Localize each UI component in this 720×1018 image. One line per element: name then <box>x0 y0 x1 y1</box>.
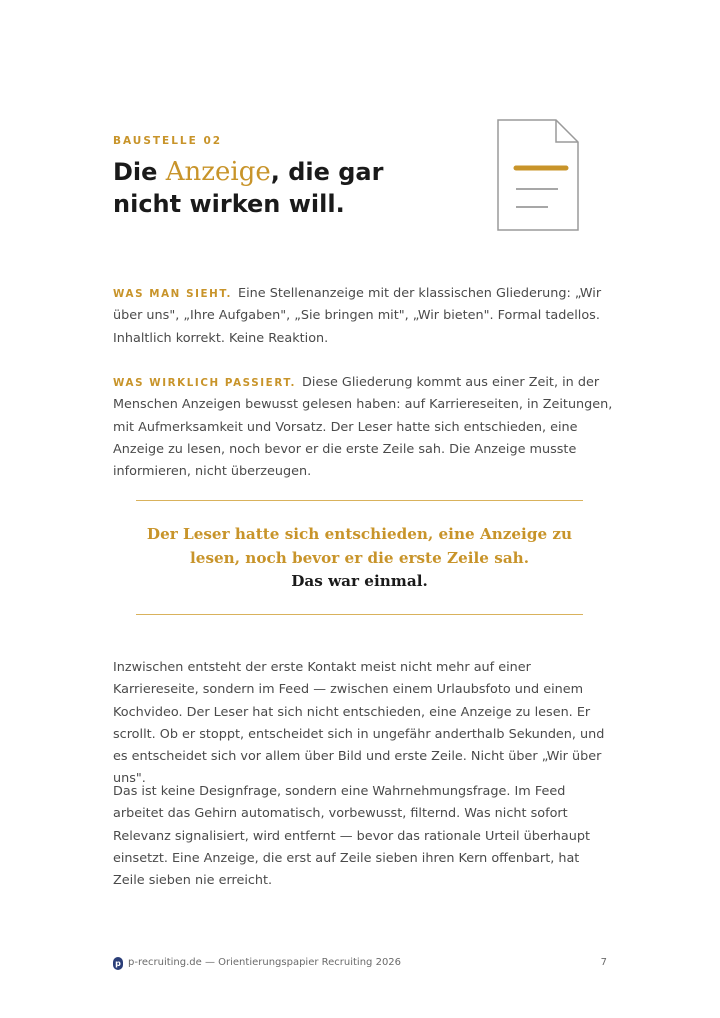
page-title <box>113 156 433 220</box>
section-lead: WAS MAN SIEHT. <box>113 288 232 300</box>
section-eyebrow: BAUSTELLE 02 <box>113 135 223 147</box>
section-text: Eine Stellenanzeige mit der klassischen Gliederung: „Wir über uns", „Ihre Aufgaben", „Sie bringen mit", „Wir bieten". Formal tadellos. Inhaltlich korrekt. Keine Reaktion. <box>113 286 602 346</box>
divider-top <box>136 500 583 501</box>
page-number: 7 <box>600 957 607 968</box>
divider-bottom <box>136 614 583 615</box>
title-prefix: Die <box>113 158 166 186</box>
section-text: Diese Gliederung kommt aus einer Zeit, in der Menschen Anzeigen bewusst gelesen haben: auf Karriereseiten, in Zeitungen, mit Aufmerksamkeit und Vorsatz. Der Leser hatte sich entschieden, eine Anzeige zu lesen, noch bevor er die erste Zeile sah. Die Anzeige musste informieren, nicht überzeugen. <box>113 375 613 480</box>
section-what-happens <box>113 372 613 483</box>
page-footer <box>113 956 607 972</box>
body-paragraph: Inzwischen entsteht der erste Kontakt meist nicht mehr auf einer Karriereseite, sondern im Feed — zwischen einem Urlaubsfoto und einem Kochvideo. Der Leser hat sich nicht entschieden, eine Anzeige zu lesen. Er scrollt. Ob er stoppt, entscheidet sich in ungefähr anderthalb Sekunden, und es entscheidet sich vor allem über Bild und erste Zeile. Nicht über „Wir über uns". <box>113 660 605 787</box>
logo-icon: p <box>113 957 123 970</box>
pull-quote-text: Der Leser hatte sich entschieden, eine Anzeige zu lesen, noch bevor er die erste Zeile sah. <box>146 525 573 567</box>
title-suffix: , die gar nicht wirken will. <box>113 158 384 218</box>
document-icon <box>496 118 580 232</box>
document-outline <box>498 120 578 230</box>
title-accent-word: Anzeige <box>165 157 271 187</box>
section-lead: WAS WIRKLICH PASSIERT. <box>113 377 296 389</box>
pull-quote <box>136 523 583 594</box>
body-paragraph: Das ist keine Designfrage, sondern eine Wahrnehmungsfrage. Im Feed arbeitet das Gehirn automatisch, vorbewusst, filternd. Was nicht sofort Relevanz signalisiert, wird entfernt — bevor das rationale Urteil überhaupt einsetzt. Eine Anzeige, die erst auf Zeile sieben ihren Kern offenbart, hat Zeile sieben nie erreicht. <box>113 784 590 889</box>
footer-source: p-recruiting.de — Orientierungspapier Recruiting 2026 <box>128 957 402 968</box>
section-what-you-see <box>113 283 613 350</box>
pull-quote-punchline: Das war einmal. <box>291 572 428 590</box>
